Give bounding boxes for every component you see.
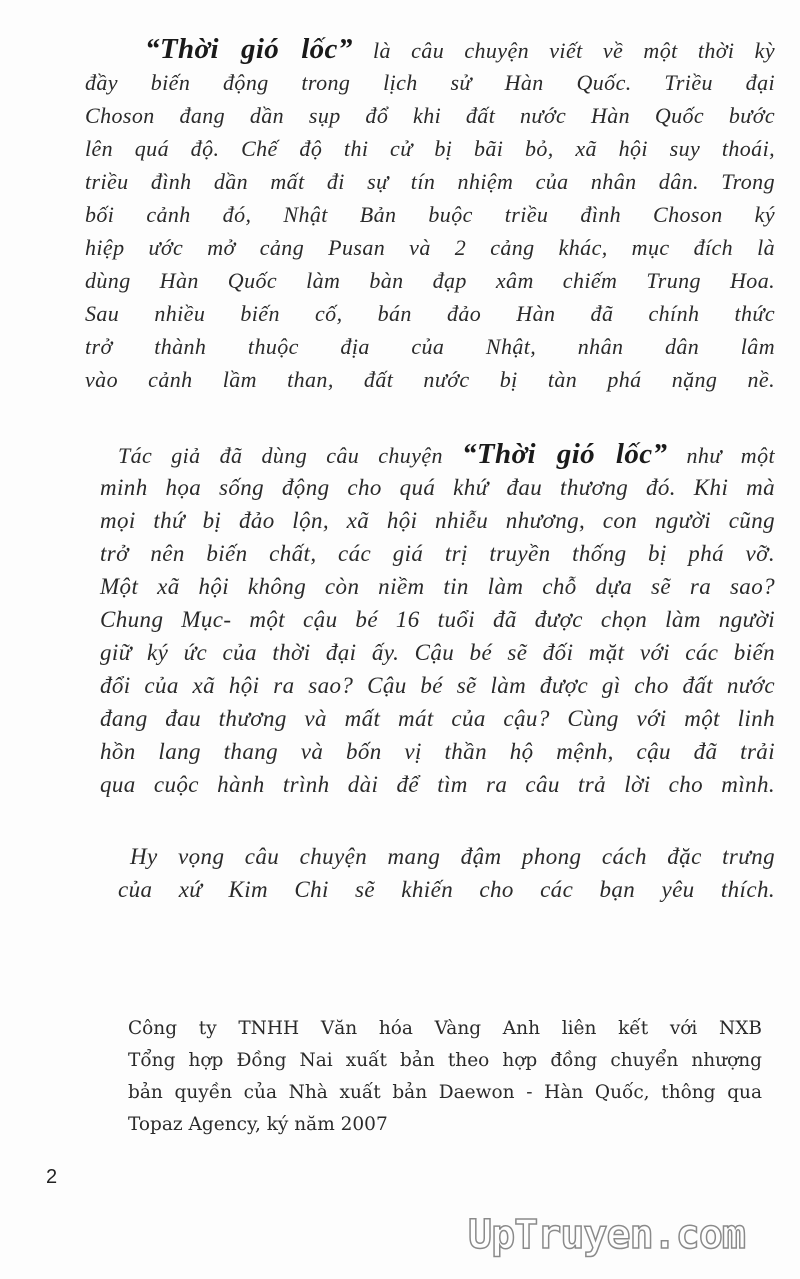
book-title: “Thời gió lốc” (462, 438, 668, 470)
colophon (128, 1013, 762, 1141)
text-line: Chung Mục- một cậu bé 16 tuổi đã được chọn làm người (100, 607, 775, 632)
text-line: giữ ký ức của thời đại ấy. Cậu bé sẽ đối mặt với các biến (100, 640, 775, 665)
text-segment: là câu chuyện viết về một thời kỳ (372, 38, 775, 63)
watermark-logo: UpTruyen.com (468, 1212, 745, 1258)
text-line: Sau nhiều biến cố, bán đảo Hàn đã chính thức (85, 301, 775, 326)
text-line: vào cảnh lầm than, đất nước bị tàn phá nặng nề. (85, 367, 775, 392)
closing-paragraph (118, 840, 775, 906)
text-line: Công ty TNHH Văn hóa Vàng Anh liên kết với NXB (128, 1018, 762, 1039)
text-line: qua cuộc hành trình dài để tìm ra câu trả lời cho mình. (100, 772, 775, 797)
text-line: trở nên biến chất, các giá trị truyền thống bị phá vỡ. (100, 541, 775, 566)
text-line: dùng Hàn Quốc làm bàn đạp xâm chiếm Trung Hoa. (85, 268, 775, 293)
text-line: đang đau thương và mất mát của cậu? Cùng với một linh (100, 706, 775, 731)
text-line: bản quyền của Nhà xuất bản Daewon - Hàn Quốc, thông qua (128, 1082, 762, 1103)
text-line: Choson đang dần sụp đổ khi đất nước Hàn Quốc bước (85, 103, 775, 128)
text-line: trở thành thuộc địa của Nhật, nhân dân lâm (85, 334, 775, 359)
text-line: đầy biến động trong lịch sử Hàn Quốc. Triều đại (85, 70, 775, 95)
text-line: hiệp ước mở cảng Pusan và 2 cảng khác, mục đích là (85, 235, 775, 260)
text-line (85, 33, 775, 66)
text-line: của xứ Kim Chi sẽ khiến cho các bạn yêu thích. (118, 877, 775, 902)
text-line: hồn lang thang và bốn vị thần hộ mệnh, cậu đã trải (100, 739, 775, 764)
text-line: bối cảnh đó, Nhật Bản buộc triều đình Choson ký (85, 202, 775, 227)
text-line: mọi thứ bị đảo lộn, xã hội nhiễu nhương, con người cũng (100, 508, 775, 533)
text-line (100, 438, 775, 471)
text-segment: như một (686, 443, 775, 468)
book-title: “Thời gió lốc” (145, 33, 353, 65)
page-number: 2 (46, 1166, 58, 1188)
text-line: triều đình dần mất đi sự tín nhiệm của nhân dân. Trong (85, 169, 775, 194)
text-segment: Tác giả đã dùng câu chuyện (118, 443, 443, 468)
text-line: Topaz Agency, ký năm 2007 (128, 1114, 388, 1135)
intro-paragraph (85, 33, 775, 396)
text-line: Một xã hội không còn niềm tin làm chỗ dựa sẽ ra sao? (100, 574, 775, 599)
author-paragraph (100, 438, 775, 801)
text-line: lên quá độ. Chế độ thi cử bị bãi bỏ, xã hội suy thoái, (85, 136, 775, 161)
text-line: Tổng hợp Đồng Nai xuất bản theo hợp đồng chuyển nhượng (128, 1050, 762, 1071)
text-line: đổi của xã hội ra sao? Cậu bé sẽ làm được gì cho đất nước (100, 673, 775, 698)
text-line: minh họa sống động cho quá khứ đau thương đó. Khi mà (100, 475, 775, 500)
text-line: Hy vọng câu chuyện mang đậm phong cách đặc trưng (130, 844, 775, 869)
